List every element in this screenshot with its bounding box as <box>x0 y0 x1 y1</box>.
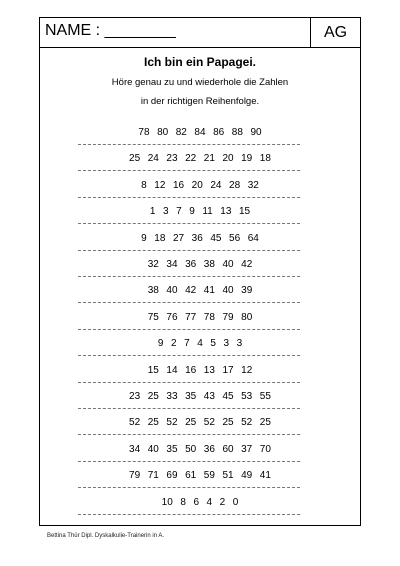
separator-line <box>78 434 300 435</box>
separator-line <box>78 461 300 462</box>
number-sequence: 52 25 52 25 52 25 52 25 <box>129 417 271 429</box>
separator-line <box>78 302 300 303</box>
number-sequence: 1 3 7 9 11 13 15 <box>149 206 251 218</box>
worksheet-title: Ich bin ein Papagei. <box>143 55 257 69</box>
instruction-line-1: Höre genau zu und wiederhole die Zahlen <box>111 77 289 88</box>
separator-line <box>78 276 300 277</box>
number-sequence: 25 24 23 22 21 20 19 18 <box>129 153 271 165</box>
number-sequence-list <box>40 18 360 525</box>
number-sequence: 8 12 16 20 24 28 32 <box>141 179 259 191</box>
separator-line <box>78 197 300 198</box>
separator-line <box>78 223 300 224</box>
number-sequence: 79 71 69 61 59 51 49 41 <box>129 470 271 482</box>
number-sequence: 38 40 42 41 40 39 <box>147 285 253 297</box>
separator-line <box>78 144 300 145</box>
number-sequence: 75 76 77 78 79 80 <box>147 311 253 323</box>
number-sequence: 9 18 27 36 45 56 64 <box>141 232 259 244</box>
footer-credit: Bettina Thür Dipl. Dyskalkulie-Trainerin in A. <box>47 533 165 539</box>
number-sequence: 34 40 35 50 36 60 37 70 <box>129 443 271 455</box>
separator-line <box>78 514 300 515</box>
separator-line <box>78 170 300 171</box>
separator-line <box>78 382 300 383</box>
name-field-label: NAME : ________ <box>45 22 176 39</box>
number-sequence: 10 8 6 4 2 0 <box>161 496 239 508</box>
number-sequence: 78 80 82 84 86 88 90 <box>138 127 262 138</box>
separator-line <box>78 355 300 356</box>
separator-line <box>78 408 300 409</box>
number-sequence: 32 34 36 38 40 42 <box>147 259 253 270</box>
class-label: AG <box>310 18 360 47</box>
number-sequence: 9 2 7 4 5 3 3 <box>157 338 243 350</box>
number-sequence: 23 25 33 35 43 45 53 55 <box>129 391 271 402</box>
separator-line <box>78 487 300 488</box>
number-sequence: 15 14 16 13 17 12 <box>147 364 253 376</box>
separator-line <box>78 329 300 330</box>
worksheet-frame <box>39 17 361 526</box>
separator-line <box>78 250 300 251</box>
instruction-line-2: in der richtigen Reihenfolge. <box>140 96 260 107</box>
